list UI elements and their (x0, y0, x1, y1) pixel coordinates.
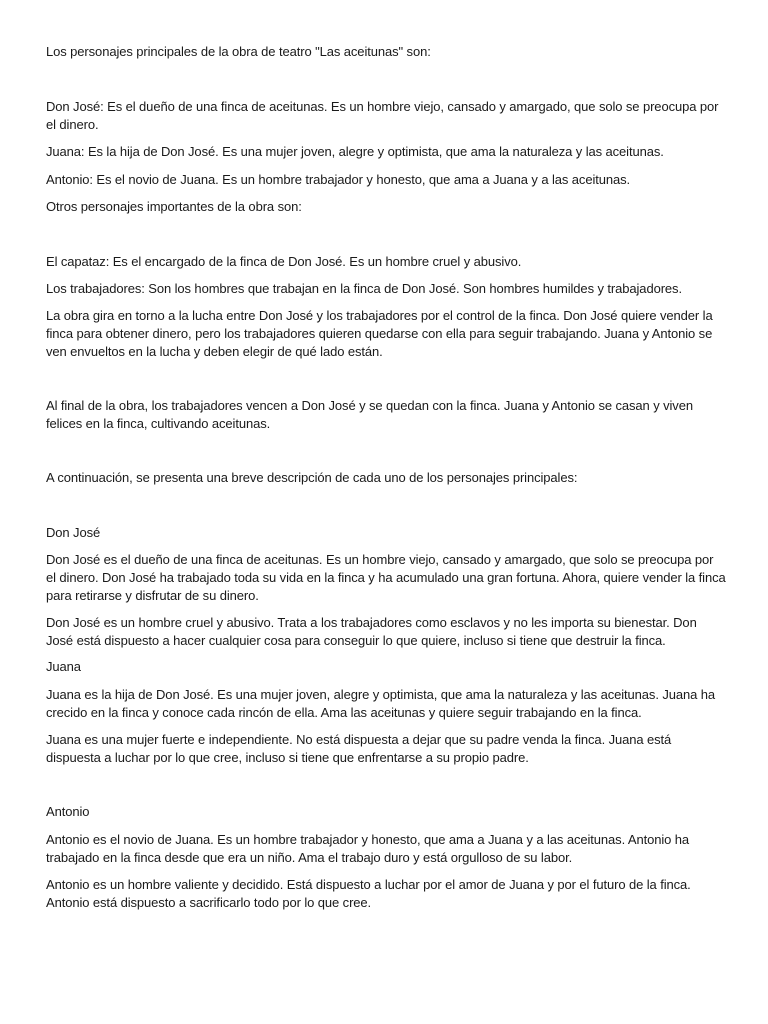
character-don-jose-paragraph: Don José: Es el dueño de una finca de aceitunas. Es un hombre viejo, cansado y amargado, que solo se preocupa por el dinero. (46, 99, 719, 132)
ending-paragraph: Al final de la obra, los trabajadores vencen a Don José y se quedan con la finca. Juana y Antonio se casan y viven felices en la finca, cultivando aceitunas. (46, 398, 693, 431)
description-intro-paragraph: A continuación, se presenta una breve descripción de cada uno de los personajes principales: (46, 470, 578, 485)
don-jose-description-paragraph: Don José es el dueño de una finca de aceitunas. Es un hombre viejo, cansado y amargado, que solo se preocupa por el dinero. Don José ha trabajado toda su vida en la finca y ha acumulado una gran fortuna. Ahora, quiere vender la finca para retirarse y disfrutar de su dinero. (46, 552, 726, 603)
character-trabajadores-paragraph: Los trabajadores: Son los hombres que trabajan en la finca de Don José. Son hombres humildes y trabajadores. (46, 281, 682, 296)
intro-paragraph: Los personajes principales de la obra de teatro "Las aceitunas" son: (46, 44, 431, 59)
character-juana-paragraph: Juana: Es la hija de Don José. Es una mujer joven, alegre y optimista, que ama la naturaleza y las aceitunas. (46, 144, 664, 159)
antonio-character-paragraph: Antonio es un hombre valiente y decidido. Está dispuesto a luchar por el amor de Juana y por el futuro de la finca. Antonio está dispuesto a sacrificarlo todo por lo que cree. (46, 877, 691, 910)
antonio-description-paragraph: Antonio es el novio de Juana. Es un hombre trabajador y honesto, que ama a Juana y a las aceitunas. Antonio ha trabajado en la finca desde que era un niño. Ama el trabajo duro y está orgulloso de su labor. (46, 832, 690, 865)
juana-character-paragraph: Juana es una mujer fuerte e independiente. No está dispuesta a dejar que su padre venda la finca. Juana está dispuesta a luchar por lo que cree, incluso si tiene que enfrentarse a su propio padre. (46, 732, 672, 765)
character-antonio-paragraph: Antonio: Es el novio de Juana. Es un hombre trabajador y honesto, que ama a Juana y a las aceitunas. (46, 172, 631, 187)
other-characters-paragraph: Otros personajes importantes de la obra son: (46, 199, 302, 214)
section-heading-don-jose: Don José (46, 525, 101, 540)
plot-paragraph: La obra gira en torno a la lucha entre Don José y los trabajadores por el control de la finca. Don José quiere vender la finca para obtener dinero, pero los trabajadores quieren quedarse con ella para seguir trabajando. Juana y Antonio se ven envueltos en la lucha y deben elegir de qué lado están. (46, 308, 713, 359)
don-jose-character-paragraph: Don José es un hombre cruel y abusivo. Trata a los trabajadores como esclavos y no les importa su bienestar. Don José está dispuesto a hacer cualquier cosa para conseguir lo que quiere, incluso si tiene que destruir la finca. (46, 615, 697, 648)
section-heading-juana: Juana (46, 659, 81, 674)
juana-description-paragraph: Juana es la hija de Don José. Es una mujer joven, alegre y optimista, que ama la naturaleza y las aceitunas. Juana ha crecido en la finca y conoce cada rincón de ella. Ama las aceitunas y quiere seguir trabajando en la finca. (46, 687, 716, 720)
section-heading-antonio: Antonio (46, 804, 90, 819)
character-capataz-paragraph: El capataz: Es el encargado de la finca de Don José. Es un hombre cruel y abusivo. (46, 254, 522, 269)
